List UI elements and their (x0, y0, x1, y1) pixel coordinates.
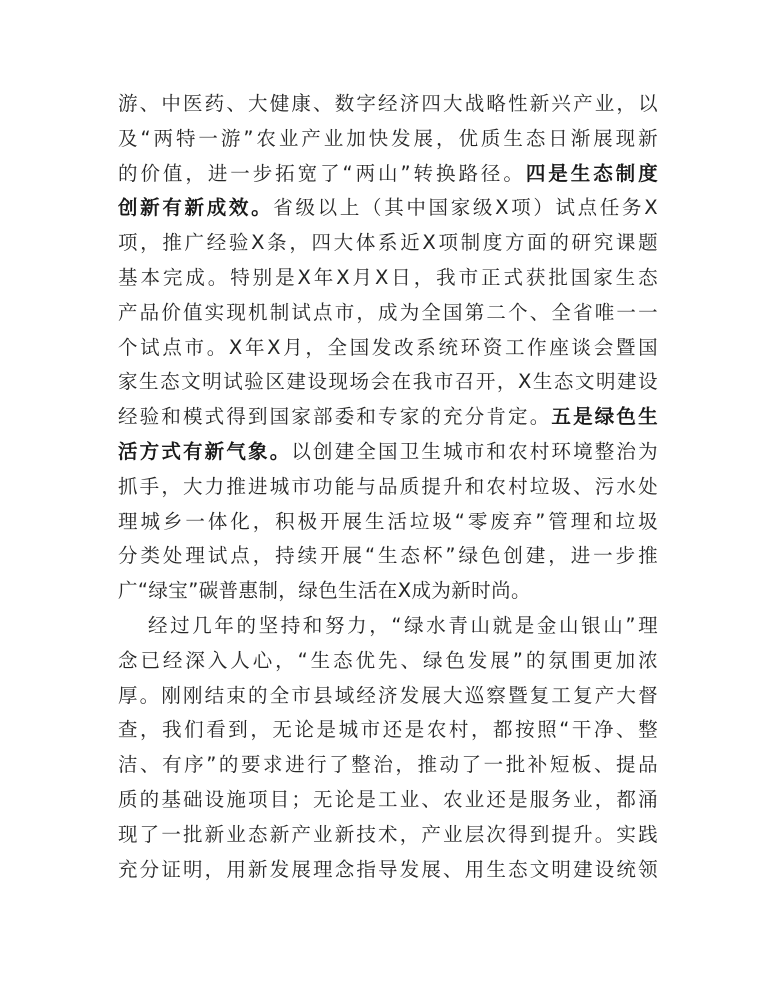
text-line: 的价值，进一步拓宽了“两山”转换路径。四是生态制度 (118, 161, 658, 185)
body-text (118, 87, 658, 887)
text-line: 抓手，大力推进城市功能与品质提升和农村垃圾、污水处 (118, 474, 658, 498)
text-line: 念已经深入人心，“生态优先、绿色发展”的氛围更加浓 (118, 648, 658, 672)
text-line: 活方式有新气象。以创建全国卫生城市和农村环境整治为 (118, 439, 658, 463)
text-line: 充分证明，用新发展理念指导发展、用生态文明建设统领 (118, 857, 658, 881)
text-line: 查，我们看到，无论是城市还是农村，都按照“干净、整 (118, 718, 658, 742)
bold-heading: 活方式有新气象。 (118, 439, 292, 463)
text-line: 洁、有序”的要求进行了整治，推动了一批补短板、提品 (118, 753, 658, 777)
text-line: 理城乡一体化，积极开展生活垃圾“零废弃”管理和垃圾 (118, 509, 658, 533)
text-line: 项，推广经验X条，四大体系近X项制度方面的研究课题 (118, 231, 658, 255)
text-line: 个试点市。X年X月，全国发改系统环资工作座谈会暨国 (118, 335, 658, 359)
bold-heading: 五是绿色生 (551, 405, 658, 429)
text-line: 经过几年的坚持和努力，“绿水青山就是金山银山”理 (148, 613, 658, 637)
text-line: 及“两特一游”农业产业加快发展，优质生态日渐展现新 (118, 126, 658, 150)
text-line: 广“绿宝”碳普惠制，绿色生活在X成为新时尚。 (118, 579, 531, 603)
text-line: 分类处理试点，持续开展“生态杯”绿色创建，进一步推 (118, 544, 658, 568)
text-line: 游、中医药、大健康、数字经济四大战略性新兴产业，以 (118, 92, 658, 115)
text-line: 厚。刚刚结束的全市县域经济发展大巡察暨复工复产大督 (118, 683, 658, 707)
bold-heading: 四是生态制度 (525, 161, 658, 185)
bold-heading: 创新有新成效。 (118, 196, 274, 220)
text-line: 基本完成。特别是X年X月X日，我市正式获批国家生态 (118, 265, 658, 289)
text-line: 经验和模式得到国家部委和专家的充分肯定。五是绿色生 (118, 405, 658, 429)
text-line: 创新有新成效。省级以上（其中国家级X项）试点任务X (118, 196, 658, 220)
text-line: 现了一批新业态新产业新技术，产业层次得到提升。实践 (118, 822, 658, 846)
text-line: 质的基础设施项目；无论是工业、农业还是服务业，都涌 (118, 787, 658, 811)
text-line: 家生态文明试验区建设现场会在我市召开，X生态文明建设 (118, 370, 658, 394)
text-line: 产品价值实现机制试点市，成为全国第二个、全省唯一一 (118, 300, 658, 324)
